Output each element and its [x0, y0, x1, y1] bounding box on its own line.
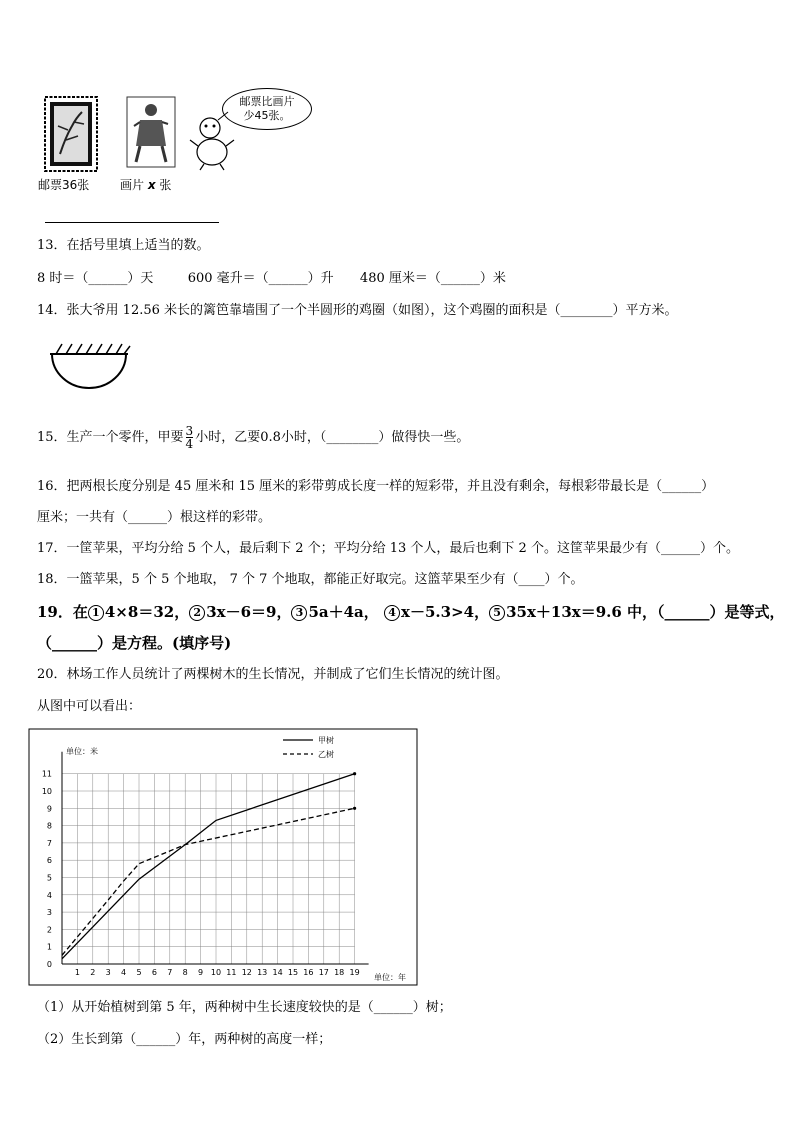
series-end-point — [353, 807, 356, 810]
picture-caption-var: x — [147, 178, 156, 192]
y-tick-label: 9 — [46, 804, 52, 814]
growth-line-chart — [28, 728, 418, 986]
q20-intro: 从图中可以看出： — [37, 699, 142, 714]
y-tick-label: 5 — [46, 873, 52, 883]
circled-number: 3 — [291, 605, 307, 621]
q19-expr: 3x－6＝9， — [206, 603, 292, 621]
x-tick-label: 1 — [74, 968, 80, 977]
q19-expr: 5a＋4a， — [308, 603, 379, 621]
x-tick-label: 2 — [90, 968, 96, 977]
y-tick-label: 11 — [41, 769, 52, 779]
x-tick-label: 4 — [121, 968, 127, 977]
x-tick-label: 18 — [334, 968, 345, 977]
semicircle-pen-figure — [44, 336, 134, 394]
q19-expr: 4×8＝32， — [104, 603, 190, 621]
q16-line-1: 16．把两根长度分别是 45 厘米和 15 厘米的彩带剪成长度一样的短彩带，并且没有剩余，每根彩带最长是（______） — [37, 479, 715, 494]
bubble-line-2: 少45张。 — [243, 109, 291, 122]
stamp-caption: 邮票36张 — [38, 178, 90, 192]
fraction — [186, 425, 194, 450]
picture-caption-prefix: 画片 — [120, 178, 145, 192]
x-tick-label: 8 — [182, 968, 188, 977]
x-tick-label: 11 — [226, 968, 237, 977]
x-tick-label: 15 — [287, 968, 299, 977]
q13-text: 13．在括号里填上适当的数。 — [37, 238, 210, 253]
x-tick-label: 9 — [198, 968, 204, 977]
y-tick-label: 0 — [46, 960, 52, 969]
q19-prefix: 19．在 — [37, 603, 88, 621]
x-tick-label: 14 — [272, 968, 283, 977]
q14-text: 14．张大爷用 12.56 米长的篱笆靠墙围了一个半圆形的鸡圈（如图），这个鸡圈的面积是（________）平方米。 — [37, 303, 678, 318]
q18-text: 18．一篮苹果，5 个 5 个地取， 7 个 7 个地取，都能正好取完。这篮苹果至少有（____）个。 — [37, 572, 584, 587]
picture-card-image — [126, 96, 176, 168]
q15-before: 15．生产一个零件，甲要 — [37, 430, 184, 445]
q20-text: 20．林场工作人员统计了两棵树木的生长情况，并制成了它们生长情况的统计图。 — [37, 667, 509, 682]
legend-label-jia: 甲树 — [318, 736, 334, 745]
x-tick-label: 13 — [257, 968, 268, 977]
circled-number: 4 — [384, 605, 400, 621]
x-tick-label: 19 — [349, 968, 360, 977]
q19-line-1 — [37, 601, 785, 623]
y-tick-label: 8 — [46, 821, 52, 831]
picture-caption-suffix: 张 — [159, 178, 172, 192]
q19-expr: 35x＋13x＝9.6 中，（______）是等式， — [506, 603, 785, 621]
q13-part-1: 8 时＝（______）天 — [37, 271, 154, 286]
x-axis-label: 单位：年 — [374, 973, 406, 982]
x-tick-label: 3 — [105, 968, 111, 977]
y-tick-label: 1 — [46, 942, 52, 952]
q16-line-2: 厘米；一共有（______）根这样的彩带。 — [37, 510, 272, 525]
answer-line — [45, 222, 219, 223]
y-tick-label: 2 — [46, 925, 52, 935]
circled-number: 1 — [88, 605, 104, 621]
x-tick-label: 10 — [210, 968, 222, 977]
q20-sub-1: （1）从开始植树到第 5 年，两种树中生长速度较快的是（______）树； — [37, 1000, 452, 1015]
fraction-numerator: 3 — [185, 424, 194, 438]
bubble-line-1: 邮票比画片 — [239, 95, 295, 108]
circled-number: 2 — [189, 605, 205, 621]
q17-text: 17．一筐苹果，平均分给 5 个人，最后剩下 2 个；平均分给 13 个人，最后也剩下 2 个。这筐苹果最少有（______）个。 — [37, 541, 739, 556]
y-tick-label: 6 — [46, 856, 52, 866]
y-tick-label: 3 — [46, 908, 52, 918]
y-tick-label: 7 — [46, 838, 52, 848]
series-end-point — [353, 772, 356, 775]
circled-number: 5 — [489, 605, 505, 621]
x-tick-label: 5 — [136, 968, 142, 977]
y-tick-label: 4 — [46, 890, 52, 900]
q20-sub-2: （2）生长到第（______）年，两种树的高度一样； — [37, 1032, 332, 1047]
speech-bubble — [222, 88, 312, 130]
legend-label-yi: 乙树 — [318, 750, 334, 759]
q15-after: 小时，乙要0.8小时，（________）做得快一些。 — [195, 430, 470, 445]
q19-line-2: （______）是方程。(填序号) — [37, 634, 232, 652]
y-axis-label: 单位：米 — [66, 747, 98, 756]
x-tick-label: 6 — [151, 968, 157, 977]
x-tick-label: 16 — [303, 968, 314, 977]
picture-caption — [120, 176, 171, 193]
stamp-image — [44, 96, 98, 172]
fraction-denominator: 4 — [185, 437, 194, 451]
q13-parts — [37, 270, 506, 288]
x-tick-label: 17 — [318, 968, 329, 977]
x-tick-label: 12 — [241, 968, 252, 977]
x-tick-label: 7 — [167, 968, 173, 977]
y-tick-label: 10 — [41, 787, 52, 796]
q13-part-2: 600 毫升＝（______）升 — [187, 271, 334, 286]
q19-expr: x－5.3>4， — [401, 603, 490, 621]
q15-text — [37, 425, 469, 450]
q13-part-3: 480 厘米＝（______）米 — [359, 271, 506, 286]
